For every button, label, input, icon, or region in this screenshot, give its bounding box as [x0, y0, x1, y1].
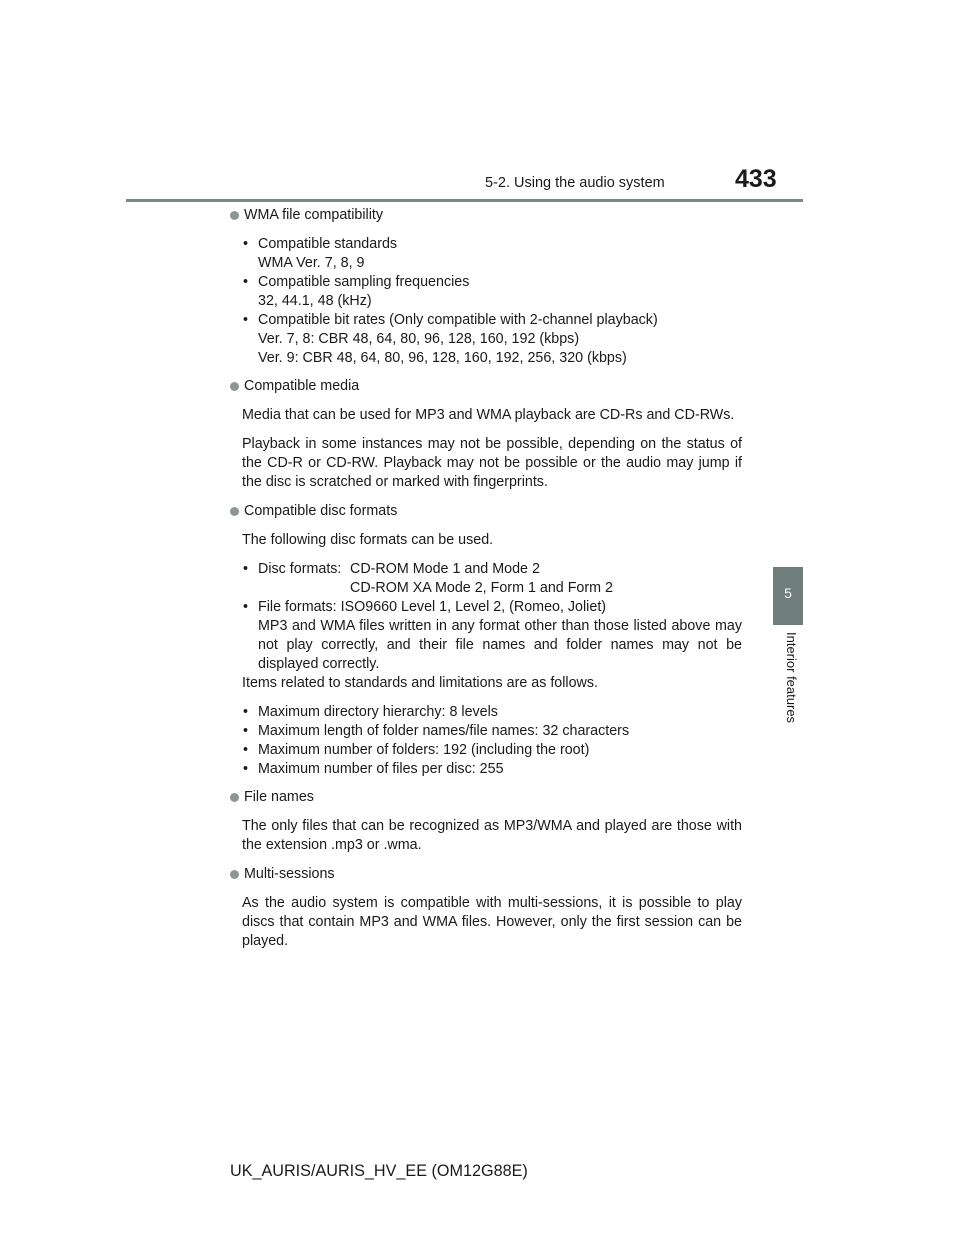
bullet-dot-icon — [230, 870, 239, 879]
page-number: 433 — [735, 165, 777, 193]
limits-list — [242, 703, 742, 779]
section-heading-media: Compatible media — [230, 377, 742, 396]
list-item: • Disc formats: CD-ROM Mode 1 and Mode 2 CD-ROM XA Mode 2, Form 1 and Form 2 — [242, 560, 742, 598]
limits-intro: Items related to standards and limitations are as follows. — [242, 675, 599, 691]
section-heading-file-names: File names — [230, 788, 742, 807]
section-heading-wma: WMA file compatibility — [230, 206, 742, 225]
multi-sessions-paragraph: As the audio system is compatible with multi-sessions, it is possible to play discs that contain MP3 and WMA files. However, only the first session can be played. — [242, 895, 742, 949]
bullet-dot-icon — [230, 211, 239, 220]
chapter-tab — [773, 567, 803, 625]
list-item: • Compatible standards WMA Ver. 7, 8, 9 — [242, 235, 742, 273]
bullet-dot-icon — [230, 507, 239, 516]
list-item: • Maximum directory hierarchy: 8 levels — [242, 703, 742, 722]
bullet-dot-icon — [230, 382, 239, 391]
list-item: • File formats: ISO9660 Level 1, Level 2, (Romeo, Joliet) MP3 and WMA files written in any format other than those listed above may not play correctly, and their file names and folder names may not be displayed correctly. — [242, 598, 742, 674]
header-rule — [126, 199, 803, 202]
list-item: • Compatible sampling frequencies 32, 44.1, 48 (kHz) — [242, 273, 742, 311]
section-heading-formats: Compatible disc formats — [230, 502, 742, 521]
section-heading-multi-sessions: Multi-sessions — [230, 865, 742, 884]
chapter-label: Interior features — [784, 632, 799, 724]
media-paragraph-1: Media that can be used for MP3 and WMA playback are CD-Rs and CD-RWs. — [242, 407, 735, 423]
file-names-paragraph: The only files that can be recognized as MP3/WMA and played are those with the extension .mp3 or .wma. — [242, 818, 742, 853]
media-paragraph-2: Playback in some instances may not be possible, depending on the status of the CD-R or CD-RW. Playback may not be possible or the audio may jump if the disc is scratched or marked with fingerprints. — [242, 436, 742, 490]
chapter-number: 5 — [784, 585, 792, 601]
wma-list — [242, 235, 742, 368]
list-item: • Maximum length of folder names/file names: 32 characters — [242, 722, 742, 741]
list-item: • Maximum number of files per disc: 255 — [242, 760, 742, 779]
header-section-title: 5-2. Using the audio system — [485, 175, 665, 191]
formats-list — [242, 560, 742, 674]
formats-intro: The following disc formats can be used. — [242, 532, 494, 548]
page-content — [230, 206, 742, 951]
list-item: • Maximum number of folders: 192 (including the root) — [242, 741, 742, 760]
footer-document-code: UK_AURIS/AURIS_HV_EE (OM12G88E) — [230, 1162, 528, 1180]
list-item: • Compatible bit rates (Only compatible with 2-channel playback) Ver. 7, 8: CBR 48, 64, 80, 96, 128, 160, 192 (kbps) Ver. 9: CBR 48, 64, 80, 96, 128, 160, 192, 256, 320 (kbps) — [242, 311, 742, 368]
bullet-dot-icon — [230, 793, 239, 802]
